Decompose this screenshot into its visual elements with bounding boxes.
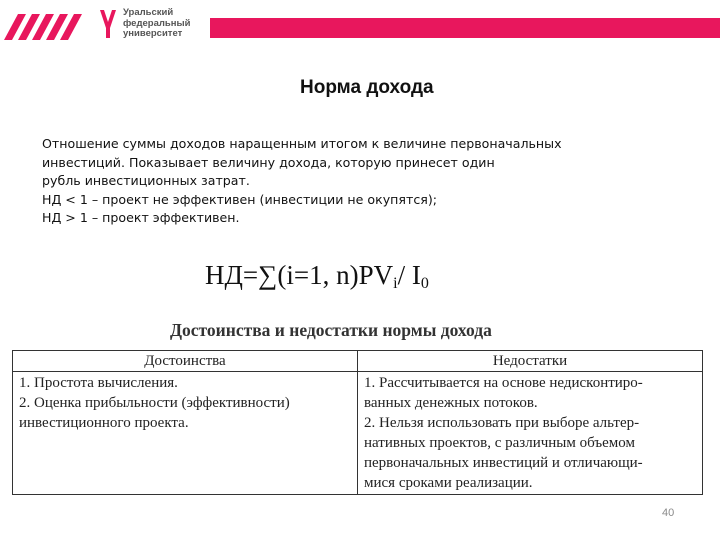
column-header-advantages: Достоинства [13,351,358,372]
university-logo-icon [98,8,118,40]
disadvantages-line: нативных проектов, с различным объемом [364,435,635,451]
table-header-row [13,351,703,372]
description-line: инвестиций. Показывает величину дохода, которую принесет один [42,154,495,170]
disadvantages-line: 2. Нельзя использовать при выборе альтер- [364,415,640,431]
disadvantages-cell [358,372,703,495]
advantages-line: 2. Оценка прибыльности (эффективности) [19,395,290,411]
page-number: 40 [662,507,675,519]
advantages-line: инвестиционного проекта. [19,415,189,431]
formula [205,260,429,293]
slide-title: Норма дохода [300,77,434,98]
formula-subscript-i: i [393,275,398,292]
university-name [123,8,190,40]
description-line: рубль инвестиционных затрат. [42,173,250,189]
description-line: Отношение суммы доходов наращенным итогом к величине первоначальных [42,136,562,151]
disadvantages-line: ванных денежных потоков. [364,395,538,411]
university-name-line: университет [123,28,183,39]
advantages-line: 1. Простота вычисления. [19,375,178,391]
column-header-disadvantages: Недостатки [358,351,703,372]
disadvantages-line: 1. Рассчитывается на основе недисконтиро- [364,375,643,391]
advantages-cell [13,372,358,495]
description-line: НД < 1 – проект не эффективен (инвестиции не окупятся); [42,191,437,207]
disadvantages-line: мися сроками реализации. [364,475,533,491]
disadvantages-line: первоначальных инвестиций и отличающи- [364,455,643,471]
table-row [13,372,703,495]
university-name-line: Уральский [123,7,174,18]
description-line: НД > 1 – проект эффективен. [42,210,240,226]
description-text [42,135,692,228]
header-accent-bar [210,18,720,38]
header [0,0,720,44]
decorative-stripes-icon [0,14,88,40]
formula-divider: / I [397,260,421,290]
pros-cons-table [12,350,703,495]
table-title: Достоинства и недостатки нормы дохода [170,320,492,340]
formula-subscript-0: 0 [420,275,429,292]
university-name-line: федеральный [123,17,191,29]
formula-main: НД=∑(i=1, n)PV [205,260,394,290]
